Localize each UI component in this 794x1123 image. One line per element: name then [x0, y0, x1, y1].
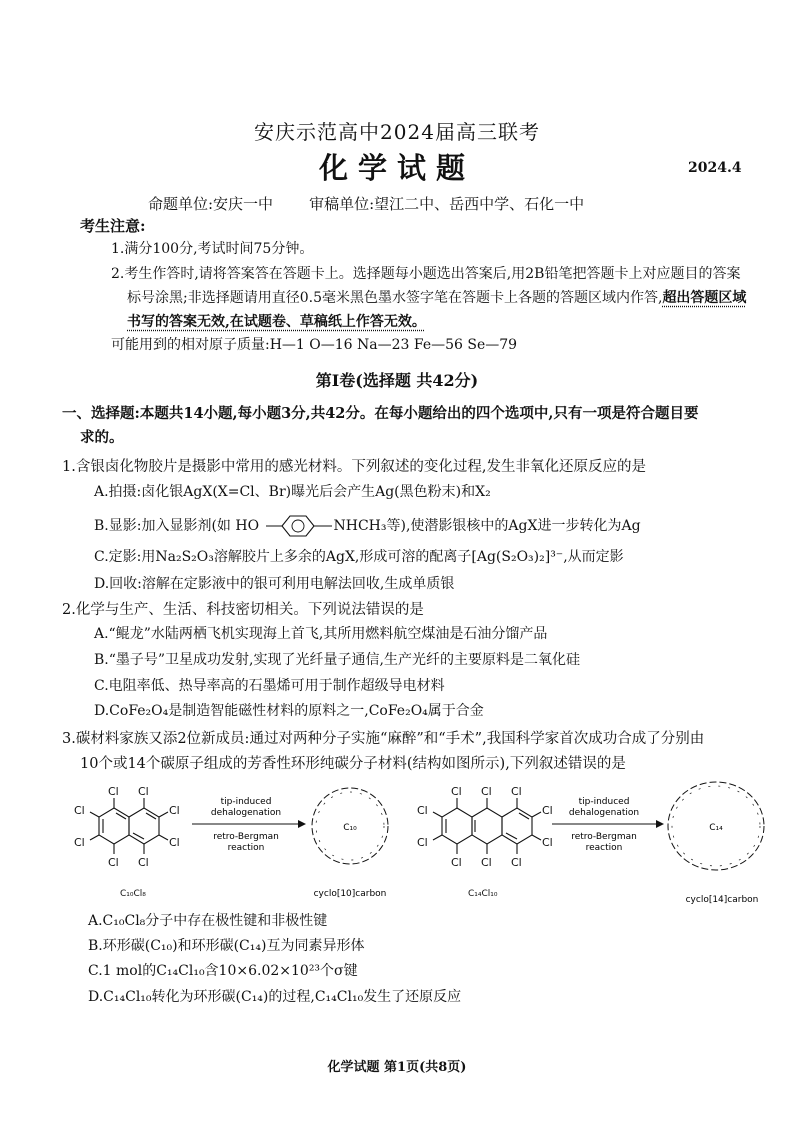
- arrow2-top-1: tip-induced: [578, 797, 630, 807]
- notice-item-1: 1.满分100分,考试时间75分钟。: [111, 241, 314, 257]
- q1-option-c: C.定影:用Na₂S₂O₃溶解胶片上多余的AgX,形成可溶的配离子[Ag(S₂O₃)₂]³⁻,从而定影: [94, 549, 624, 565]
- q1-option-d: D.回收:溶解在定影液中的银可利用电解法回收,生成单质银: [94, 576, 455, 592]
- notice-item-2b: [127, 287, 746, 307]
- cl-label: Cl: [169, 836, 180, 849]
- q3-stem-1: 3.碳材料家族又添2位新成员:通过对两种分子实施“麻醉”和“手术”,我国科学家首次成功合成了分别由: [62, 731, 705, 747]
- cl-label: Cl: [169, 804, 180, 817]
- cl-label: Cl: [542, 804, 553, 817]
- q1-option-b: [94, 513, 641, 539]
- page-footer: 化学试题 第1页(共8页): [327, 1060, 467, 1075]
- q2-option-d: D.CoFe₂O₄是制造智能磁性材料的原料之一,CoFe₂O₄属于合金: [94, 703, 484, 719]
- q3-option-d: D.C₁₄Cl₁₀转化为环形碳(C₁₄)的过程,C₁₄Cl₁₀发生了还原反应: [88, 989, 462, 1005]
- notice-item-2c: [127, 311, 426, 331]
- section-instruction-2: 求的。: [80, 429, 124, 446]
- notice-emphasis-2: 书写的答案无效,在试题卷、草稿纸上作答无效。: [127, 314, 426, 330]
- q1-stem: 1.含银卤化物胶片是摄影中常用的感光材料。下列叙述的变化过程,发生非氧化还原反应的是: [62, 459, 646, 475]
- q2-option-b: B.“墨子号”卫星成功发射,实现了光纤量子通信,生产光纤的主要原料是二氧化硅: [94, 652, 580, 668]
- c10cl8-structure: [90, 798, 168, 854]
- cl-label: Cl: [451, 785, 462, 798]
- cl-label: Cl: [481, 785, 492, 798]
- cl-label: Cl: [481, 856, 492, 869]
- notice-heading: 考生注意:: [80, 217, 146, 235]
- q2-stem: 2.化学与生产、生活、科技密切相关。下列说法错误的是: [62, 602, 424, 618]
- reaction-arrow-2: [552, 797, 664, 853]
- subject-title: 化学试题: [318, 151, 475, 185]
- notice-item-2a: 2.考生作答时,请将答案答在答题卡上。选择题每小题选出答案后,用2B铅笔把答题卡上对应题目的答案: [111, 266, 741, 282]
- ring2-center: C₁₄: [709, 823, 723, 833]
- notice-emphasis-1: 超出答题区域: [662, 290, 747, 306]
- q2-option-c: C.电阻率低、热导率高的石墨烯可用于制作超级导电材料: [94, 678, 445, 694]
- cl-label: Cl: [417, 804, 428, 817]
- arrow2-top-2: dehalogenation: [568, 808, 640, 818]
- cl-label: Cl: [511, 785, 522, 798]
- q3-stem-2: 10个或14个碳原子组成的芳香性环形纯碳分子材料(结构如图所示),下列叙述错误的是: [80, 756, 626, 772]
- c14cl10-structure: [433, 798, 541, 854]
- cl-label: Cl: [108, 856, 119, 869]
- cyclo14-ring: [668, 782, 764, 870]
- arrow1-bottom-1: retro-Bergman: [213, 832, 279, 842]
- atomic-masses: 可能用到的相对原子质量:H—1 O—16 Na—23 Fe—56 Se—79: [111, 337, 518, 353]
- q1-option-b-pre: B.显影:加入显影剂(如 HO: [94, 518, 260, 534]
- q1-option-b-post: NHCH₃等),使潜影银核中的AgX进一步转化为Ag: [333, 518, 641, 534]
- mol1-label: C₁₀Cl₈: [120, 889, 146, 899]
- c10cl8-chlorines: [74, 785, 180, 869]
- q2-option-a: A.“鲲龙”水陆两栖飞机实现海上首飞,其所用燃料航空煤油是石油分馏产品: [94, 626, 548, 642]
- section-instruction-1: 一、选择题:本题共14小题,每小题3分,共42分。在每小题给出的四个选项中,只有一项是符合题目要: [62, 405, 699, 422]
- ring1-label: cyclo[10]carbon: [313, 889, 387, 899]
- cyclo10-ring: [312, 788, 388, 864]
- q1-option-a: A.拍摄:卤化银AgX(X=Cl、Br)曝光后会产生Ag(黑色粉末)和X₂: [94, 484, 491, 500]
- arrow2-bottom-1: retro-Bergman: [571, 832, 637, 842]
- exam-title: 安庆示范高中2024届高三联考: [254, 120, 540, 144]
- arrow2-bottom-2: reaction: [585, 843, 623, 853]
- author-unit: 命题单位:安庆一中: [148, 195, 274, 213]
- reaction-diagram: [74, 778, 774, 908]
- notice-item-2b-text: 标号涂黑;非选择题请用直径0.5毫米黑色墨水签字笔在答题卡上各题的答题区域内作答,: [127, 290, 663, 306]
- q3-option-c: C.1 mol的C₁₄Cl₁₀含10×6.02×10²³个σ键: [88, 963, 358, 979]
- mol2-label: C₁₄Cl₁₀: [468, 889, 498, 899]
- q3-option-a: A.C₁₀Cl₈分子中存在极性键和非极性键: [88, 913, 328, 929]
- cl-label: Cl: [417, 836, 428, 849]
- cl-label: Cl: [138, 856, 149, 869]
- cl-label: Cl: [138, 785, 149, 798]
- ring1-center: C₁₀: [343, 823, 357, 833]
- benzene-ring-icon: [264, 513, 334, 539]
- ring2-label: cyclo[14]carbon: [685, 895, 759, 905]
- cl-label: Cl: [542, 836, 553, 849]
- exam-date: 2024.4: [688, 160, 742, 176]
- arrow1-top-1: tip-induced: [220, 797, 272, 807]
- unit-line: [148, 193, 584, 214]
- arrow1-top-2: dehalogenation: [210, 808, 282, 818]
- review-unit: 审稿单位:望江二中、岳西中学、石化一中: [309, 195, 585, 213]
- cl-label: Cl: [74, 804, 85, 817]
- reaction-arrow-1: [192, 797, 306, 853]
- q3-option-b: B.环形碳(C₁₀)和环形碳(C₁₄)互为同素异形体: [88, 938, 365, 954]
- arrow1-bottom-2: reaction: [227, 843, 265, 853]
- cl-label: Cl: [451, 856, 462, 869]
- section-title: 第Ⅰ卷(选择题 共42分): [315, 371, 479, 390]
- cl-label: Cl: [74, 836, 85, 849]
- cl-label: Cl: [108, 785, 119, 798]
- cl-label: Cl: [511, 856, 522, 869]
